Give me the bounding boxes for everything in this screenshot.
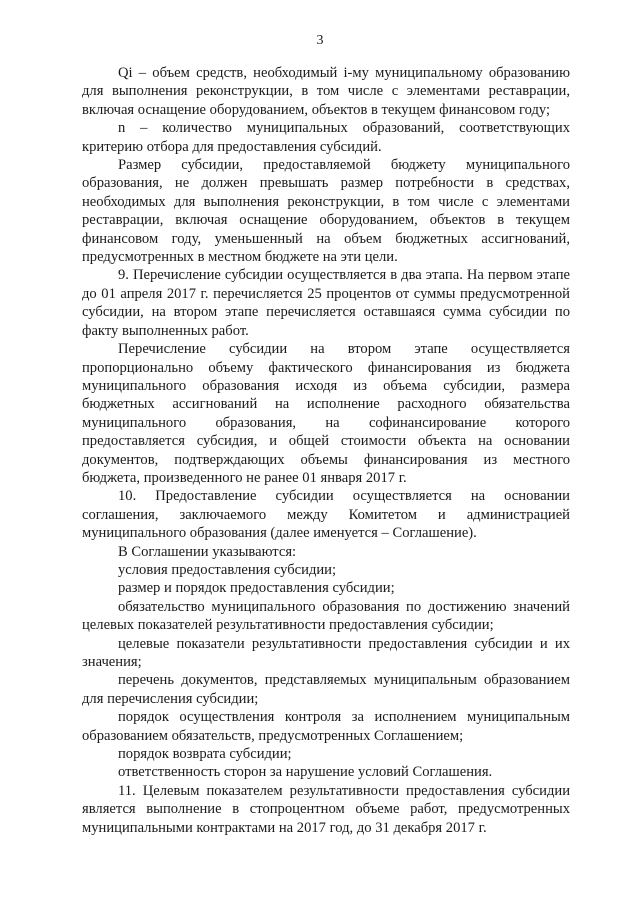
paragraph: ответственность сторон за нарушение условий Соглашения. <box>118 764 493 781</box>
paragraph: n – количество муниципальных образований, соответствующих критерию отбора для предоставления субсидий. <box>82 120 570 155</box>
paragraph: условия предоставления субсидии; <box>118 561 337 578</box>
paragraph: Qi – объем средств, необходимый i-му муниципальному образованию для выполнения реконструкции, в том числе с элементами реставрации, включая оснащение оборудованием, объектов в текущем финансовом году; <box>82 65 570 118</box>
paragraph: В Соглашении указываются: <box>118 543 297 560</box>
paragraph: размер и порядок предоставления субсидии; <box>118 580 395 597</box>
paragraph: перечень документов, представляемых муниципальным образованием для перечисления субсидии; <box>82 672 570 707</box>
page-number: 3 <box>316 33 324 48</box>
paragraph: порядок осуществления контроля за исполнением муниципальным образованием обязательств, предусмотренных Соглашением; <box>82 709 570 744</box>
paragraph: целевые показатели результативности предоставления субсидии и их значения; <box>82 635 570 670</box>
document-body <box>82 64 570 837</box>
paragraph: обязательство муниципального образования по достижению значений целевых показателей результативности предоставления субсидии; <box>82 598 570 634</box>
paragraph: 9. Перечисление субсидии осуществляется в два этапа. На первом этапе до 01 апреля 2017 г. перечисляется 25 процентов от суммы предусмотренной субсидии, на втором этапе перечисляется оставшаяся сумма субсидии по факту выполненных работ. <box>82 267 570 339</box>
paragraph: порядок возврата субсидии; <box>118 746 292 763</box>
paragraph: 11. Целевым показателем результативности предоставления субсидии является выполнение в стопроцентном объеме работ, предусмотренных муниципальными контрактами на 2017 год, до 31 декабря 2017 г. <box>82 782 570 836</box>
paragraph: Перечисление субсидии на втором этапе осуществляется пропорционально объему фактического финансирования из бюджета муниципального образования исходя из объема субсидии, размера бюджетных ассигнований на исполнение расходного обязательства муниципального образования, на софинансирование которого предоставляется субсидия, и общей стоимости объекта на основании документов, подтверждающих объемы финансирования из местного бюджета, произведенного не ранее 01 января 2017 г. <box>82 341 570 486</box>
paragraph: Размер субсидии, предоставляемой бюджету муниципального образования, не должен превышать размер потребности в средствах, необходимых для выполнения реконструкции, в том числе с элементами реставрации, включая оснащение оборудованием, объектов в текущем финансовом году, уменьшенный на объем бюджетных ассигнований, предусмотренных в местном бюджете на эти цели. <box>82 157 570 266</box>
paragraph: 10. Предоставление субсидии осуществляется на основании соглашения, заключаемого между Комитетом и администрацией муниципального образования (далее именуется – Соглашение). <box>82 488 570 542</box>
